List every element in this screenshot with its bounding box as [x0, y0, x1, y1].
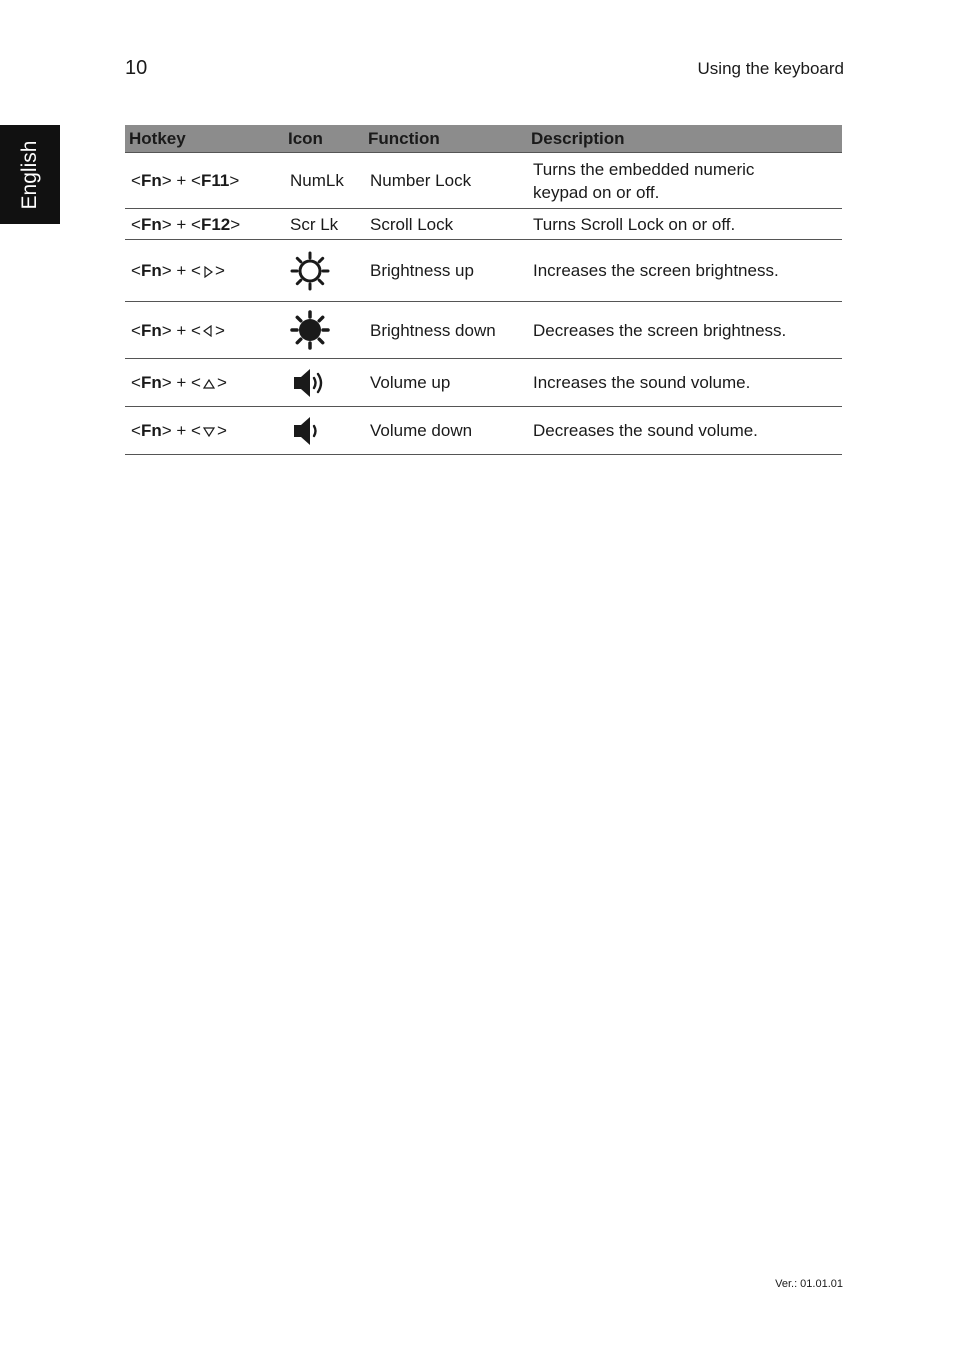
table-row: [125, 302, 842, 359]
section-title: Using the keyboard: [697, 59, 844, 78]
description-cell: Increases the screen brightness.: [527, 240, 842, 302]
column-header-icon: Icon: [284, 125, 364, 153]
hotkey-table: [125, 125, 842, 455]
icon-cell: [284, 302, 364, 359]
description-cell: Turns Scroll Lock on or off.: [527, 209, 842, 240]
modifier-key: Fn: [140, 373, 162, 392]
function-cell: Volume up: [364, 359, 527, 407]
volume-up-icon: [290, 366, 330, 400]
description-cell: Decreases the screen brightness.: [527, 302, 842, 359]
hotkey-cell: <Fn> + < >: [125, 302, 284, 359]
icon-cell: Scr Lk: [284, 209, 364, 240]
arrow-left-icon: [203, 325, 213, 337]
hotkey-cell: <Fn> + < >: [125, 407, 284, 455]
function-key: F12: [200, 214, 231, 234]
hotkey-cell: <Fn> + < >: [125, 240, 284, 302]
hotkey-cell: <Fn> + < >: [125, 359, 284, 407]
table-header-row: [125, 125, 842, 153]
table-row: [125, 240, 842, 302]
arrow-down-icon: [203, 427, 215, 437]
brightness-down-icon: [290, 310, 330, 350]
table-row: [125, 209, 842, 240]
arrow-up-icon: [203, 379, 215, 389]
icon-cell: [284, 407, 364, 455]
function-cell: Brightness up: [364, 240, 527, 302]
hotkey-cell: <Fn> + <F12>: [125, 209, 284, 240]
table-row: [125, 153, 842, 209]
description-cell: Increases the sound volume.: [527, 359, 842, 407]
brightness-up-icon: [290, 251, 330, 291]
function-key: F11: [200, 171, 230, 190]
description-cell: Decreases the sound volume.: [527, 407, 842, 455]
table-row: [125, 359, 842, 407]
function-cell: Number Lock: [364, 153, 527, 209]
hotkey-cell: <Fn> + <F11>: [125, 153, 284, 209]
modifier-key: Fn: [140, 171, 162, 190]
description-cell: Turns the embedded numeric keypad on or off.: [527, 153, 842, 209]
icon-cell: NumLk: [284, 153, 364, 209]
modifier-key: Fn: [140, 261, 162, 280]
icon-cell: [284, 359, 364, 407]
language-tab-label: English: [18, 140, 41, 209]
function-cell: Brightness down: [364, 302, 527, 359]
modifier-key: Fn: [140, 320, 162, 340]
column-header-description: Description: [527, 125, 842, 153]
volume-down-icon: [290, 414, 330, 448]
function-cell: Scroll Lock: [364, 209, 527, 240]
version-label: Ver.: 01.01.01: [775, 1278, 843, 1290]
function-cell: Volume down: [364, 407, 527, 455]
icon-cell: [284, 240, 364, 302]
modifier-key: Fn: [140, 421, 162, 440]
arrow-right-icon: [203, 266, 213, 278]
column-header-function: Function: [364, 125, 527, 153]
modifier-key: Fn: [140, 214, 162, 234]
language-tab: [0, 125, 60, 224]
column-header-hotkey: Hotkey: [125, 125, 284, 153]
page-number: 10: [125, 57, 148, 79]
table-row: [125, 407, 842, 455]
